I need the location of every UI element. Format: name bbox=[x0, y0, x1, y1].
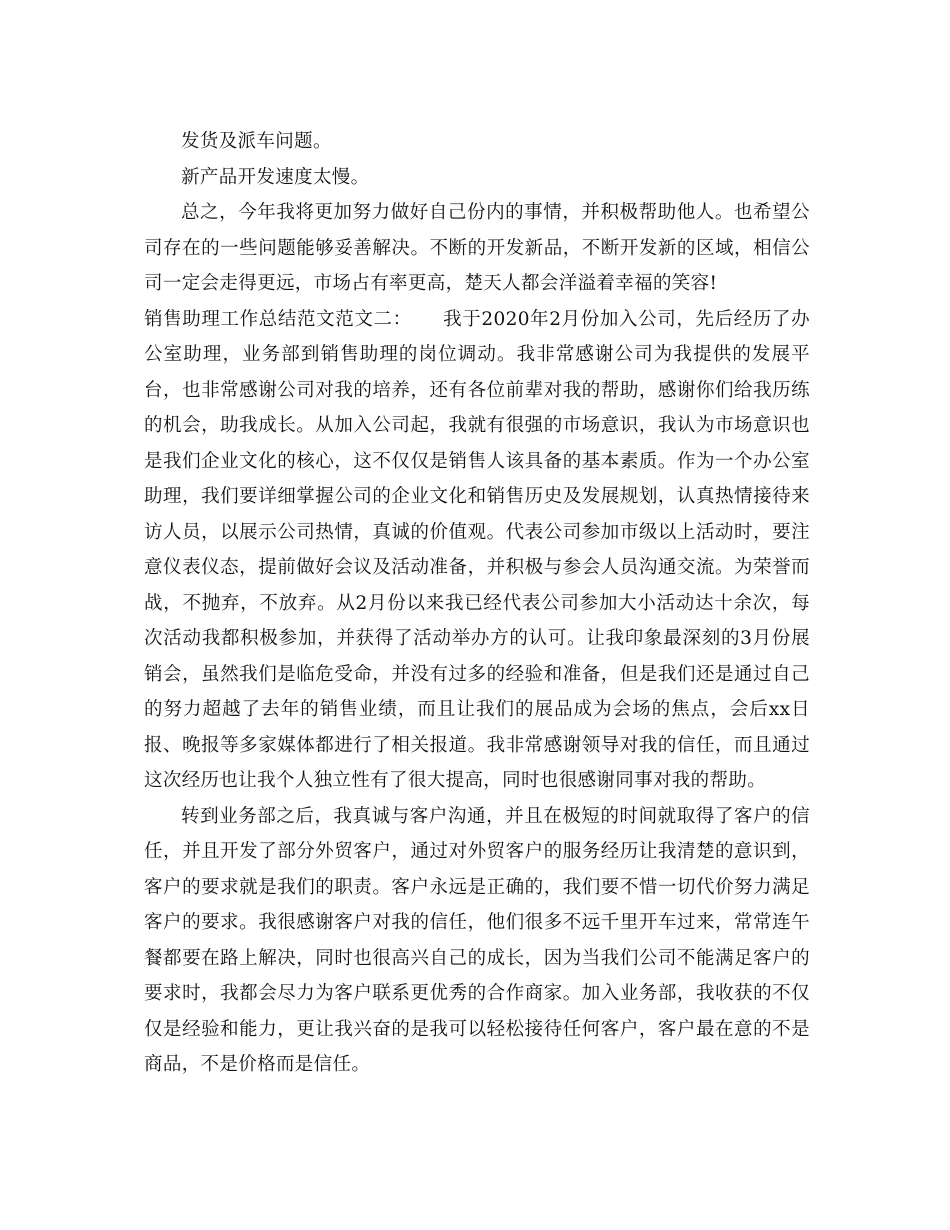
paragraph-business-department: 转到业务部之后，我真诚与客户沟通，并且在极短的时间就取得了客户的信任，并且开发了部分外贸客户，通过对外贸客户的服务经历让我清楚的意识到，客户的要求就是我们的职责。客户永远是正确的，我们要不惜一切代价努力满足客户的要求。我很感谢客户对我的信任，他们很多不远千里开车过来，常常连午餐都要在路上解决，同时也很高兴自己的成长，因为当我们公司不能满足客户的要求时，我都会尽力为客户联系更优秀的合作商家。加入业务部，我收获的不仅仅是经验和能力，更让我兴奋的是我可以轻松接待任何客户，客户最在意的不是商品，不是价格而是信任。 bbox=[144, 805, 810, 1075]
section-two-body: 我于2020年2月份加入公司，先后经历了办公室助理，业务部到销售助理的岗位调动。我非常感谢公司为我提供的发展平台，也非常感谢公司对我的培养，还有各位前辈对我的帮助，感谢你们给我历练的机会，助我成长。从加入公司起，我就有很强的市场意识，我认为市场意识也是我们企业文化的核心，这不仅仅是销售人该具备的基本素质。作为一个办公室助理，我们要详细掌握公司的企业文化和销售历史及发展规划，认真热情接待来访人员，以展示公司热情，真诚的价值观。代表公司参加市级以上活动时，要注意仪表仪态，提前做好会议及活动准备，并积极与参会人员沟通交流。为荣誉而战，不抛弃，不放弃。从2月份以来我已经代表公司参加大小活动达十余次，每次活动我都积极参加，并获得了活动举办方的认可。让我印象最深刻的3月份展销会，虽然我们是临危受命，并没有过多的经验和准备，但是我们还是通过自己的努力超越了去年的销售业绩，而且让我们的展品成为会场的焦点，会后xx日报、晚报等多家媒体都进行了相关报道。我非常感谢领导对我的信任，而且通过这次经历也让我个人独立性有了很大提高，同时也很感谢同事对我的帮助。 bbox=[144, 308, 810, 791]
paragraph-shipping-issue: 发货及派车问题。 bbox=[181, 131, 332, 152]
paragraph-product-development: 新产品开发速度太慢。 bbox=[181, 166, 370, 188]
paragraph-conclusion: 总之，今年我将更加努力做好自己份内的事情，并积极帮助他人。也希望公司存在的一些问题能够妥善解决。不断的开发新品，不断开发新的区域，相信公司一定会走得更远，市场占有率更高，楚天人都会洋溢着幸福的笑容! bbox=[144, 202, 810, 294]
document-body bbox=[144, 124, 810, 1083]
section-heading: 销售助理工作总结范文范文二： bbox=[144, 308, 412, 330]
paragraph-section-two bbox=[144, 302, 810, 799]
